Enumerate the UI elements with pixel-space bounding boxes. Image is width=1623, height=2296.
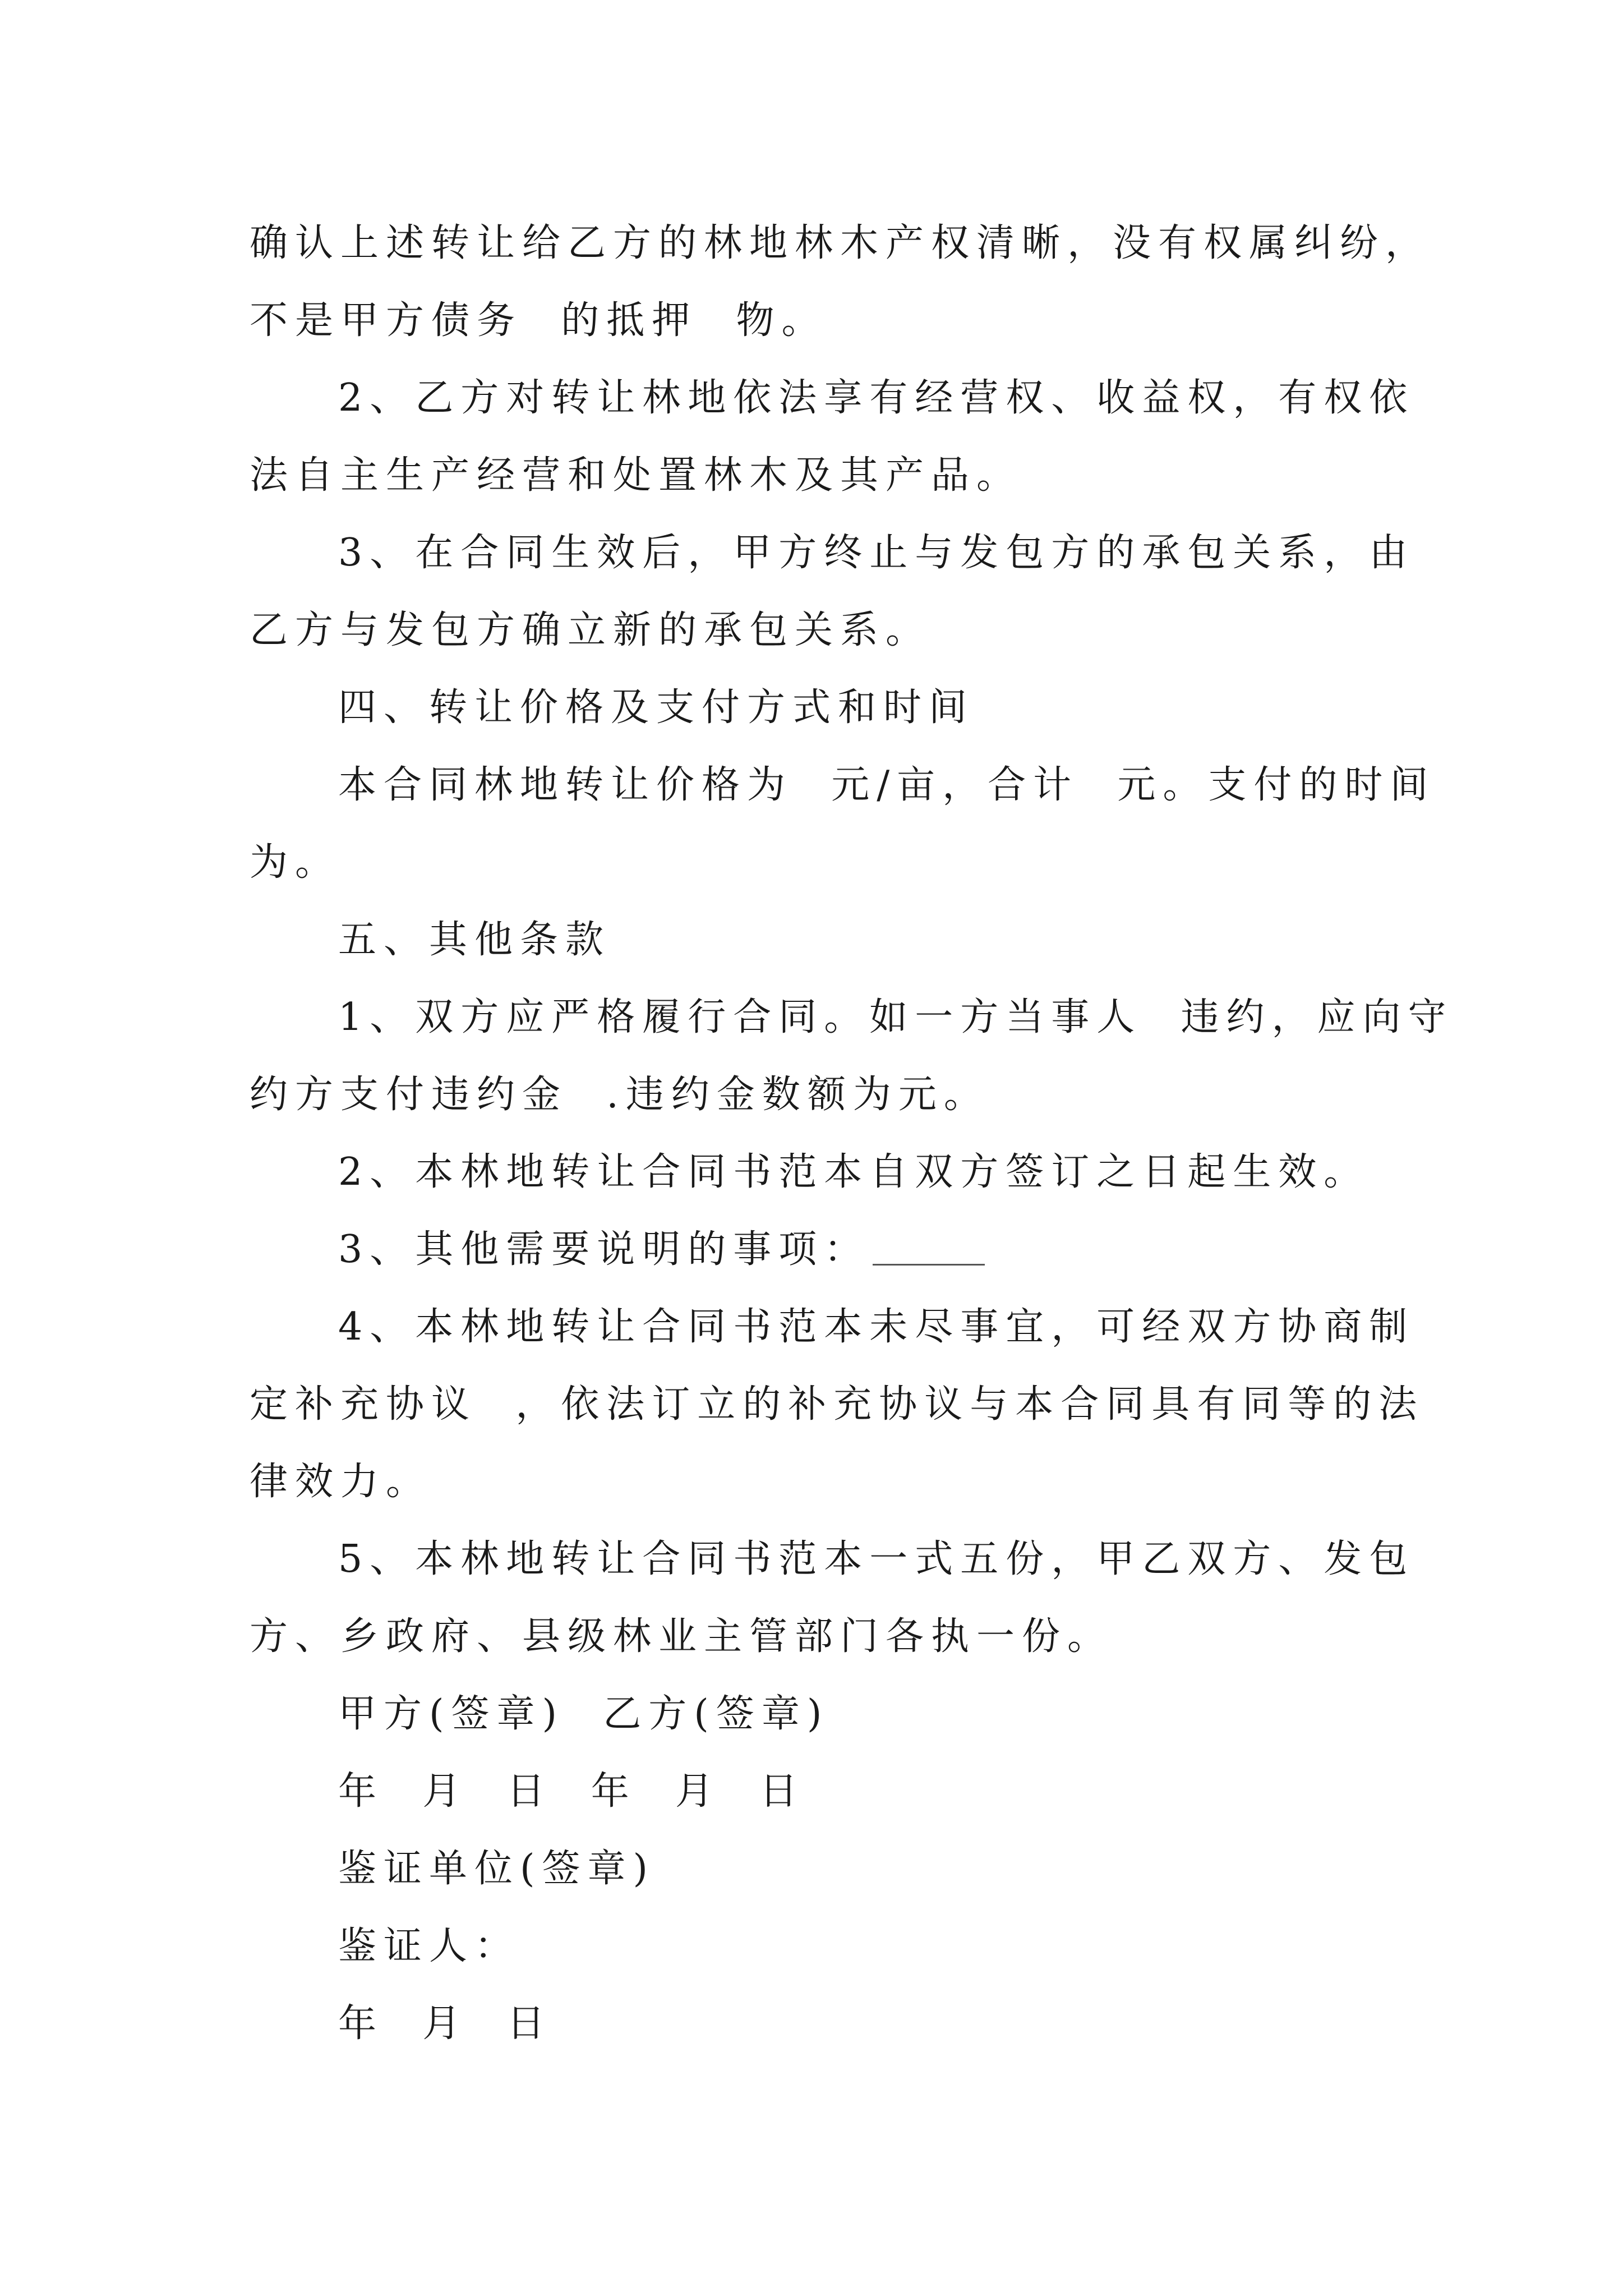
text-line: 4、本林地转让合同书范本未尽事宜，可经双方协商制: [338, 1305, 1415, 1349]
text-line: 乙方与发包方确立新的承包关系。: [250, 608, 932, 652]
section-heading: 五、其他条款: [338, 918, 611, 962]
witness-date: 年 月 日: [338, 2001, 552, 2046]
text-line: 3、其他需要说明的事项：: [338, 1227, 870, 1272]
text-line: 本合同林地转让价格为 元/亩，合计 元。支付的时间: [338, 763, 1436, 807]
text-line-with-blank: [338, 1227, 985, 1272]
text-line: 法自主生产经营和处置林木及其产品。: [250, 453, 1022, 498]
text-line: 不是甲方债务 的抵押 物。: [250, 298, 827, 343]
text-line: 5、本林地转让合同书范本一式五份，甲乙双方、发包: [338, 1537, 1415, 1581]
text-line: 1、双方应严格履行合同。如一方当事人 违约，应向守: [338, 995, 1454, 1039]
fill-in-blank: [873, 1264, 985, 1266]
witness-person: 鉴证人：: [338, 1924, 520, 1968]
signature-parties: 甲方(签章) 乙方(签章): [338, 1692, 829, 1736]
text-line: 方、乡政府、县级林业主管部门各执一份。: [250, 1614, 1113, 1659]
text-line: 2、乙方对转让林地依法享有经营权、收益权，有权依: [338, 376, 1415, 420]
text-line: 3、在合同生效后，甲方终止与发包方的承包关系，由: [338, 531, 1415, 575]
text-line: 为。: [250, 840, 341, 885]
signature-dates: 年 月 日 年 月 日: [338, 1769, 805, 1814]
text-line: 定补充协议 ，依法订立的补充协议与本合同具有同等的法: [250, 1382, 1424, 1427]
section-heading: 四、转让价格及支付方式和时间: [338, 685, 975, 730]
text-line: 2、本林地转让合同书范本自双方签订之日起生效。: [338, 1150, 1370, 1194]
text-line: 确认上述转让给乙方的林地林木产权清晰，没有权属纠纷，: [250, 221, 1431, 265]
text-line: 约方支付违约金 .违约金数额为元。: [250, 1073, 989, 1117]
witness-unit: 鉴证单位(签章): [338, 1847, 656, 1891]
text-line: 律效力。: [250, 1460, 432, 1504]
